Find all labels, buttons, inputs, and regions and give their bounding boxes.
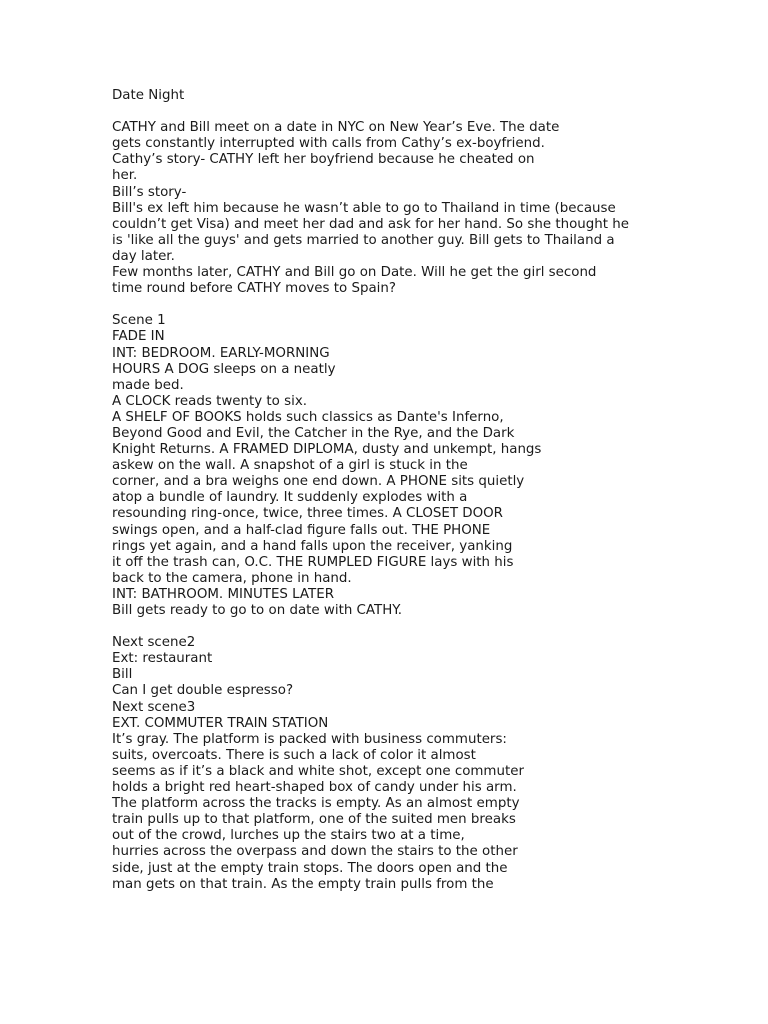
text-line: Bill’s story- [112,184,187,200]
text-line: her. [112,168,138,184]
text-line: FADE IN [112,329,165,345]
text-line: side, just at the empty train stops. The doors open and the [112,860,508,876]
text-line: day later. [112,248,175,264]
text-line: Knight Returns. A FRAMED DIPLOMA, dusty and unkempt, hangs [112,442,542,458]
text-line: seems as if it’s a black and white shot, except one commuter [112,763,524,779]
blank-line [112,297,652,313]
text-line: A SHELF OF BOOKS holds such classics as Dante's Inferno, [112,409,504,425]
text-line: Ext: restaurant [112,651,213,667]
text-line: swings open, and a half-clad figure falls out. THE PHONE [112,522,491,538]
text-line: Bill [112,667,133,683]
document-title: Date Night [112,88,185,103]
text-line: holds a bright red heart-shaped box of candy under his arm. [112,780,517,796]
text-line: man gets on that train. As the empty train pulls from the [112,876,494,892]
text-line: hurries across the overpass and down the stairs to the other [112,844,518,860]
text-line: corner, and a bra weighs one end down. A PHONE sits quietly [112,474,525,490]
text-line: train pulls up to that platform, one of the suited men breaks [112,812,516,828]
text-line: gets constantly interrupted with calls from Cathy’s ex-boyfriend. [112,136,545,152]
text-line: rings yet again, and a hand falls upon the receiver, yanking [112,538,513,554]
text-line: Few months later, CATHY and Bill go on Date. Will he get the girl second [112,265,597,281]
text-line: made bed. [112,377,184,393]
text-line: it off the trash can, O.C. THE RUMPLED FIGURE lays with his [112,554,514,570]
text-line: INT: BATHROOM. MINUTES LATER [112,586,334,602]
text-line: A CLOCK reads twenty to six. [112,393,308,409]
text-line: EXT. COMMUTER TRAIN STATION [112,715,329,731]
text-line: Scene 1 [112,313,166,329]
text-line: is 'like all the guys' and gets married to another guy. Bill gets to Thailand a [112,232,615,248]
text-line: Beyond Good and Evil, the Catcher in the Rye, and the Dark [112,425,515,441]
text-line: Next scene3 [112,699,196,715]
text-line: out of the crowd, lurches up the stairs two at a time, [112,828,465,844]
text-line: askew on the wall. A snapshot of a girl is stuck in the [112,458,468,474]
text-line: The platform across the tracks is empty. As an almost empty [112,796,520,812]
text-line: Cathy’s story- CATHY left her boyfriend because he cheated on [112,152,535,168]
text-line: time round before CATHY moves to Spain? [112,281,397,297]
text-line: HOURS A DOG sleeps on a neatly [112,361,336,377]
text-line: Bill's ex left him because he wasn’t able to go to Thailand in time (because [112,200,616,216]
text-line: It’s gray. The platform is packed with business commuters: [112,731,507,747]
text-line: couldn’t get Visa) and meet her dad and ask for her hand. So she thought he [112,216,629,232]
text-line: Can I get double espresso? [112,683,294,699]
document-page [112,88,652,893]
text-line: Next scene2 [112,635,196,651]
text-line: Bill gets ready to go to on date with CATHY. [112,603,403,618]
text-line: resounding ring-once, twice, three times. A CLOSET DOOR [112,506,503,522]
blank-line [112,104,652,120]
blank-line [112,619,652,635]
text-line: suits, overcoats. There is such a lack of color it almost [112,747,476,763]
text-line: CATHY and Bill meet on a date in NYC on New Year’s Eve. The date [112,120,560,136]
text-line: back to the camera, phone in hand. [112,570,352,586]
text-line: atop a bundle of laundry. It suddenly explodes with a [112,490,468,506]
text-line: INT: BEDROOM. EARLY-MORNING [112,345,330,361]
